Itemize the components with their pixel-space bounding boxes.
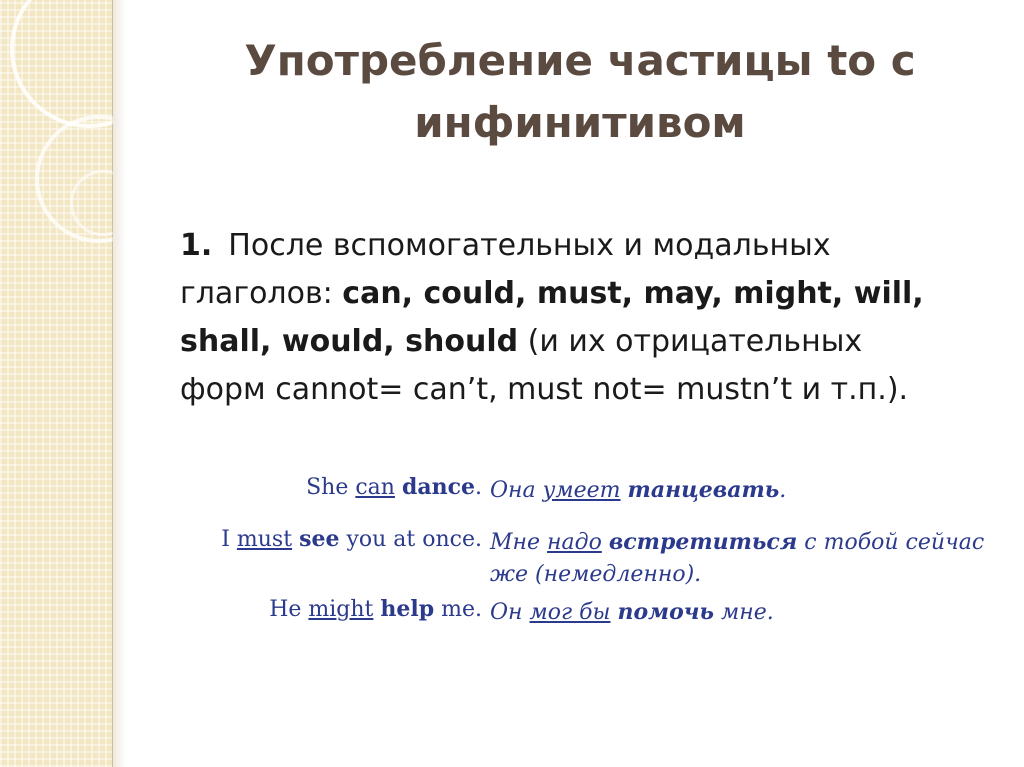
infinitive-word-ru: встретиться	[608, 529, 798, 555]
rule-intro: После вспомогательных и модальных	[228, 228, 831, 263]
rule-negatives-intro: (и их отрицательных	[518, 324, 863, 359]
example-row	[180, 526, 1000, 596]
rule-line-3	[180, 318, 1000, 366]
example-english: He might help me.	[269, 596, 482, 622]
example-row	[180, 474, 1000, 506]
rule-number: 1.	[180, 228, 213, 263]
modal-verbs-list: can, could, must, may, might, will,	[342, 276, 924, 311]
sidebar-shadow	[112, 0, 126, 767]
infinitive-word-ru: танцевать	[627, 477, 780, 503]
example-english: I must see you at once.	[221, 526, 482, 552]
modal-word-ru: надо	[547, 530, 602, 555]
infinitive-word: dance	[401, 474, 475, 500]
rule-paragraph	[180, 222, 1000, 414]
rule-line-4: форм cannot= can’t, must not= mustn’t и т.п.).	[180, 372, 909, 407]
title-line-2: инфинитивом	[414, 98, 746, 147]
example-russian: Мне надо встретиться с тобой сейчас же (немедленно).	[490, 529, 985, 587]
infinitive-word: see	[299, 526, 340, 552]
example-russian: Она умеет танцевать.	[490, 477, 787, 503]
example-row	[180, 596, 1000, 628]
slide-title	[170, 30, 990, 154]
example-russian: Он мог бы помочь мне.	[490, 599, 774, 625]
modal-word: must	[236, 527, 293, 552]
infinitive-word-ru: помочь	[617, 599, 714, 625]
rule-line-1	[180, 222, 1000, 270]
title-line-1: Употребление частицы to с	[244, 36, 916, 85]
modal-word: can	[355, 475, 395, 500]
ring-ornament	[70, 170, 136, 236]
examples-list	[180, 474, 1000, 628]
modal-verbs-list-2: shall, would, should	[180, 324, 519, 359]
infinitive-word: help	[380, 596, 435, 622]
rule-intro-2: глаголов:	[180, 276, 343, 311]
modal-word: might	[308, 597, 374, 622]
decorative-sidebar	[0, 0, 113, 767]
ring-ornament	[10, 0, 168, 128]
modal-word-ru: умеет	[542, 478, 621, 503]
rule-line-2	[180, 270, 1000, 318]
modal-word-ru: мог бы	[529, 600, 611, 625]
example-english: She can dance.	[306, 474, 482, 500]
